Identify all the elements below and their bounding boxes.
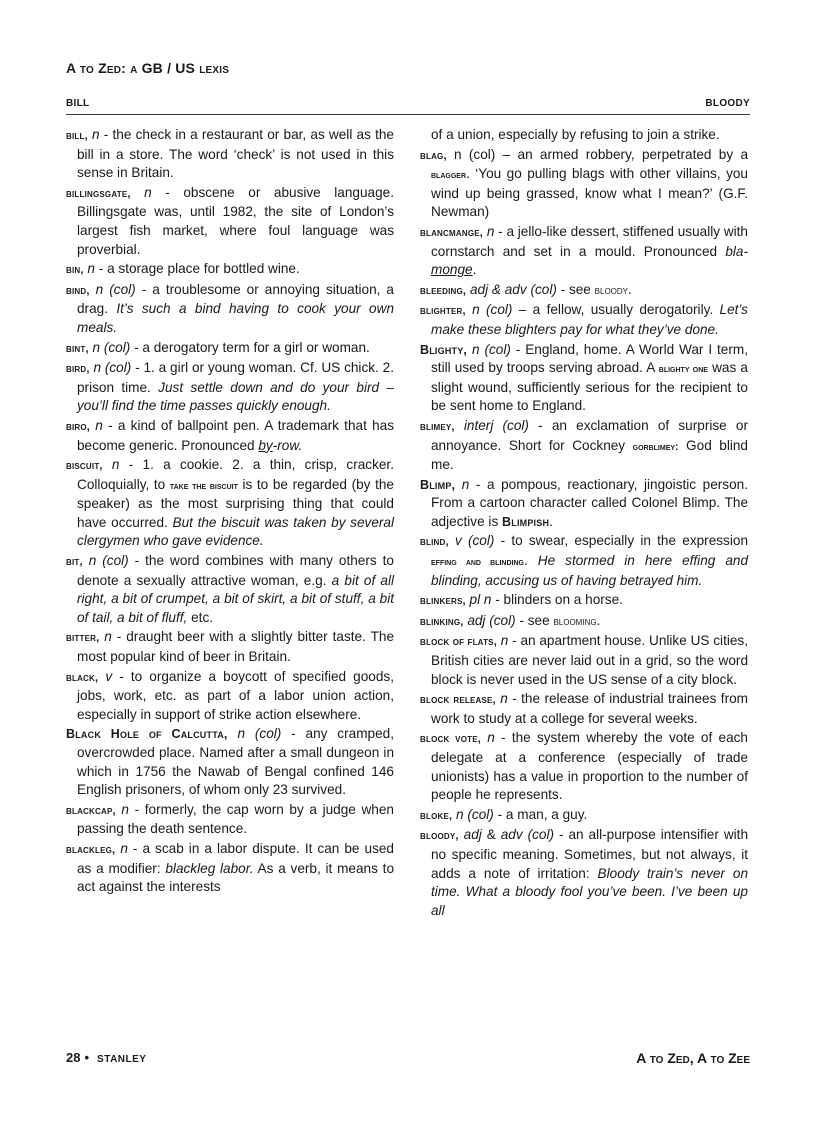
book-title: A to Zed: a GB / US lexis	[66, 60, 230, 76]
part-of-speech: n	[121, 801, 129, 817]
headword: blackcap,	[66, 804, 116, 817]
headword: black,	[66, 671, 99, 684]
headword: blimey,	[420, 420, 455, 433]
definition-text: - see	[556, 281, 595, 297]
small-caps-term: blagger	[431, 169, 466, 182]
headword: bitter,	[66, 632, 100, 645]
dictionary-entry	[66, 840, 394, 897]
part-of-speech: n	[92, 127, 100, 142]
headword: blighter,	[420, 305, 466, 318]
definition-text: - to organize a boycott of specified goods, jobs, work, etc. as part of a labor union action, especially in support of strike action elsewhere.	[77, 668, 395, 722]
headword: blinkers,	[420, 595, 466, 608]
part-of-speech: n (col)	[472, 341, 511, 357]
headword: blackleg,	[66, 843, 116, 856]
definition-text: .	[523, 553, 538, 569]
headword: bint,	[66, 342, 89, 355]
pronunciation: -row.	[272, 437, 303, 453]
part-of-speech: pl n	[469, 592, 492, 608]
header-rule	[66, 114, 750, 115]
dictionary-entry	[66, 417, 394, 455]
definition-text: - England, home. A World War I term, still used by troops serving abroad. A	[431, 341, 748, 376]
small-caps-term: gorblimey:	[632, 440, 679, 453]
headword: biscuit,	[66, 460, 103, 473]
dictionary-entry	[66, 359, 394, 416]
definition-text: of a union, especially by refusing to join a strike.	[431, 127, 720, 142]
dictionary-entry	[420, 341, 748, 416]
right-column	[420, 126, 748, 921]
example: He stormed in here effing and blinding, accusing us of having betrayed him.	[431, 553, 749, 588]
footer-right: A to Zed, A to Zee	[636, 1050, 750, 1066]
small-caps-term: effing and blinding	[431, 556, 524, 569]
part-of-speech: n	[120, 840, 128, 856]
definition-text: etc.	[187, 609, 214, 625]
definition-text: - any cramped, overcrowded place. Named after a small dungeon in which in 1756 the Nawab of Bengal confined 146 English prisoners, of whom only 23 survived.	[77, 726, 394, 798]
example: Just settle down and do your bird – you’ll find the time passes quickly enough.	[77, 379, 394, 414]
definition-text: - a troublesome or annoying situation, a drag.	[77, 281, 394, 317]
headword: block of flats,	[420, 636, 497, 649]
headword: bill,	[66, 130, 88, 142]
headword: bin,	[66, 264, 84, 277]
stressed-syllable: by	[258, 437, 273, 453]
definition-text	[455, 477, 462, 492]
definition-text: – a fellow, usually derogatorily.	[512, 302, 720, 318]
dictionary-entry	[420, 612, 748, 632]
part-of-speech: n (col)	[472, 302, 513, 318]
footer-left	[66, 1050, 146, 1065]
part-of-speech: n (col)	[88, 553, 129, 569]
part-of-speech: n (col)	[95, 281, 136, 297]
headword: billingsgate,	[66, 187, 131, 200]
definition-text: - the release of industrial trainees from work to study at a college for several weeks.	[431, 691, 748, 726]
definition-text: - a derogatory term for a girl or woman.	[130, 339, 370, 355]
definition-text: .	[628, 281, 632, 297]
definition-text: - a jello-like dessert, stiffened usually with cornstarch and set in a mould. Pronounced	[431, 223, 748, 259]
part-of-speech: n	[486, 223, 495, 239]
dictionary-entry	[420, 729, 748, 804]
definition-text: .	[596, 612, 601, 628]
dictionary-entry	[420, 417, 748, 475]
headword: blag,	[420, 149, 447, 162]
dictionary-entry	[420, 281, 748, 301]
definition-text: - a scab in a labor dispute. It can be used as a modifier:	[77, 840, 394, 876]
dictionary-entry	[420, 301, 748, 339]
dictionary-entry	[420, 476, 748, 532]
guide-word-left: BILL	[66, 98, 90, 109]
definition-text: - blinders on a horse.	[491, 592, 623, 608]
cross-reference: blooming	[553, 615, 597, 628]
publisher-name: STANLEY	[97, 1054, 147, 1065]
definition-text	[455, 418, 464, 433]
part-of-speech: interj (col)	[463, 417, 529, 433]
pronunciation-stress	[258, 438, 272, 453]
headword: bind,	[66, 284, 90, 297]
dictionary-entry	[66, 668, 394, 725]
definition-text: As a verb, it means to act against the interests	[77, 860, 395, 895]
definition-text: - the word combines with many others to denote a sexually attractive woman, e.g.	[77, 553, 394, 588]
part-of-speech: n	[87, 261, 95, 277]
part-of-speech: adv (col)	[500, 827, 555, 843]
page-number: 28	[66, 1050, 81, 1065]
left-column	[66, 126, 394, 898]
part-of-speech: n (col)	[92, 339, 131, 355]
part-of-speech: v	[105, 668, 113, 684]
definition-text: - draught beer with a slightly bitter taste. The most popular kind of beer in Britain.	[77, 629, 394, 665]
definition-text: - obscene or abusive language. Billingsgate was, until 1982, the site of London’s largest fish market, where foul language was proverbial.	[77, 184, 395, 257]
definition-text: . ‘You go pulling blags with other villains, you wind up being grassed, know what I mean?’ (G.F. Newman)	[431, 166, 748, 220]
definition-text: - see	[515, 612, 554, 628]
definition-text: .	[549, 513, 553, 529]
part-of-speech: n	[95, 417, 103, 433]
dictionary-entry	[420, 632, 748, 689]
dictionary-entry	[420, 532, 748, 590]
small-caps-term: take the biscuit	[169, 479, 238, 492]
pronunciation-stress	[431, 262, 473, 277]
dictionary-entry	[66, 725, 394, 799]
cross-reference: bloody	[594, 284, 628, 297]
headword: blinking,	[420, 615, 464, 628]
dictionary-entry	[420, 223, 748, 280]
part-of-speech: n	[111, 457, 120, 473]
part-of-speech: n	[144, 184, 152, 200]
example: Bloody train’s never on time. What a bloody fool you’ve been. I’ve been up all	[431, 865, 748, 918]
headword: block release,	[420, 694, 496, 707]
dictionary-entry	[66, 281, 394, 338]
headword: biro,	[66, 420, 91, 433]
definition-text: - formerly, the cap worn by a judge when passing the death sentence.	[77, 801, 394, 837]
dictionary-entry	[420, 126, 748, 145]
example: But the biscuit was taken by several clergymen who gave evidence.	[77, 514, 394, 549]
definition-text: - the check in a restaurant or bar, as well as the bill in a store. The word ‘check’ is not used in this sense in Britain.	[77, 127, 394, 181]
definition-text: - a pompous, reactionary, jingoistic person. From a cartoon character called Colonel Blimp. The adjective is	[431, 476, 749, 529]
definition-text: is to be regarded (by the speaker) as the most surprising thing that could have occurred.	[77, 476, 394, 530]
part-of-speech: adj (col)	[467, 612, 516, 628]
headword: bit,	[66, 556, 83, 569]
part-of-speech: n	[104, 629, 112, 645]
headword: Blimp,	[420, 477, 456, 492]
guide-word-right: BLOODY	[705, 98, 750, 109]
definition-text: - an exclamation of surprise or annoyance. Short for Cockney	[431, 417, 748, 453]
dictionary-entry	[66, 339, 394, 359]
example: It’s such a bind having to cook your own meals.	[77, 301, 394, 335]
dictionary-entry	[66, 552, 394, 627]
headword: bird,	[66, 363, 90, 376]
part-of-speech: adj	[463, 827, 482, 843]
dictionary-entry	[420, 690, 748, 728]
definition-text: - 1. a girl or young woman. Cf. US chick. 2. prison time.	[77, 360, 394, 395]
dictionary-entry	[66, 628, 394, 666]
definition-text	[228, 726, 238, 741]
part-of-speech: n (col)	[237, 726, 282, 742]
part-of-speech: n (col)	[93, 360, 132, 376]
headword: blancmange,	[420, 226, 484, 239]
dictionary-entry	[66, 126, 394, 183]
definition-text: - the system whereby the vote of each delegate at a conference (especially of trade unionists) has a value in proportion to the number of people he represents.	[431, 730, 748, 803]
part-of-speech: n	[487, 730, 495, 746]
dictionary-entry	[420, 591, 748, 611]
example: blackleg labor.	[165, 860, 254, 876]
headword: bloody,	[420, 830, 459, 843]
definition-text: .	[472, 262, 477, 278]
headword: bloke,	[420, 809, 453, 822]
dictionary-entry	[420, 806, 748, 826]
definition-text: n (col) – an armed robbery, perpetrated by a	[446, 146, 748, 162]
definition-text	[131, 185, 145, 200]
footer-separator: •	[84, 1050, 90, 1065]
headword: bleeding,	[420, 284, 467, 297]
dictionary-entry	[66, 456, 394, 551]
dictionary-entry	[66, 801, 394, 839]
part-of-speech: n	[461, 476, 470, 492]
part-of-speech: v (col)	[454, 533, 495, 549]
definition-text: - a kind of ballpoint pen. A trademark that has become generic. Pronounced	[77, 417, 394, 453]
definition-text: - 1. a cookie. 2. a thin, crisp, cracker. Colloquially, to	[77, 457, 394, 492]
definition-text: - an apartment house. Unlike US cities, British cities are never laid out in a grid, so the word block is never used in the US sense of a city block.	[431, 633, 749, 687]
headword: Blimpish	[502, 514, 550, 529]
headword: Blighty,	[420, 342, 468, 357]
definition-text: - a man, a guy.	[493, 806, 588, 822]
definition-text: - a storage place for bottled wine.	[94, 261, 300, 277]
part-of-speech: n	[500, 633, 509, 649]
dictionary-entry	[66, 260, 394, 280]
dictionary-entry	[420, 146, 748, 222]
part-of-speech: n (col)	[456, 806, 494, 822]
part-of-speech: adj & adv (col)	[469, 281, 557, 297]
pronunciation: bla-	[725, 243, 748, 259]
definition-text: - an all-purpose intensifier with no specific meaning. Sometimes, but not always, it adds a note of irritation:	[431, 827, 749, 881]
definition-text: &	[481, 827, 501, 843]
headword: block vote,	[420, 733, 481, 746]
example: Let’s make these blighters pay for what they’ve done.	[431, 302, 748, 337]
definition-text: God blind me.	[431, 437, 748, 473]
headword: blind,	[420, 536, 449, 549]
headword: Black Hole of Calcutta,	[66, 727, 228, 742]
small-caps-term: blighty one	[658, 363, 708, 376]
definition-text	[103, 457, 112, 472]
definition-text: - to swear, especially in the expression	[494, 533, 748, 549]
stressed-syllable: monge	[431, 262, 473, 278]
example: a bit of all right, a bit of crumpet, a bit of skirt, a bit of stuff, a bit of tail, a bit of fluff,	[77, 572, 394, 625]
dictionary-entry	[420, 826, 748, 920]
dictionary-entry	[66, 184, 394, 259]
part-of-speech: n	[500, 691, 508, 707]
definition-text: was a slight wound, sufficiently serious for the recipient to be sent home to England.	[431, 360, 748, 414]
